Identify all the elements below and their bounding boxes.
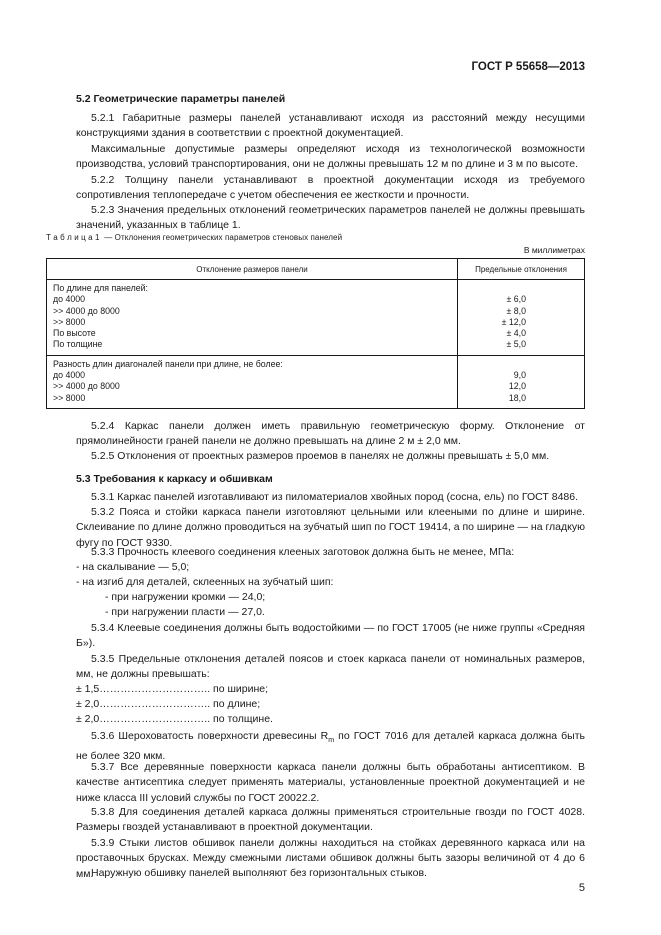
row-label: >> 8000 — [53, 316, 86, 327]
paragraph-5-2-1: 5.2.1 Габаритные размеры панелей устанавливают исходя из расстояний между несущими конструкциями здания в соответствии с проектной документацией. — [76, 112, 585, 140]
table-cell-deviation — [47, 280, 458, 356]
tolerance-width — [76, 682, 268, 697]
tolerance-dots: ………………………….. — [99, 713, 214, 725]
paragraph-outer-sheathing: Наружную обшивку панелей выполняют без горизонтальных стыков. — [91, 867, 427, 879]
list-item-bending: - на изгиб для деталей, склеенных на зубчатый шип: — [76, 576, 334, 588]
paragraph-5-3-7: 5.3.7 Все деревянные поверхности каркаса панели должны быть обработаны антисептиком. В качестве антисептика следует применять материалы, установленные проектной документацией и не ниже класса III условий службы по ГОСТ 20022.2. — [76, 761, 585, 804]
tolerance-label: по длине; — [213, 698, 261, 710]
row-value: 18,0 — [508, 392, 526, 403]
paragraph-5-3-2: 5.3.2 Пояса и стойки каркаса панели изготовляют цельными или клееными по длине и ширине. Склеивание по длине должно проводиться на зубчатый шип по ГОСТ 19414, а по ширине — на гладкую фугу по ГОСТ 9330. — [76, 506, 585, 549]
paragraph-max-sizes: Максимальные допустимые размеры определяют исходя из технологической возможности производства, условий транспортирования, они не должны превышать 12 м по длине и 3 м по высоте. — [76, 143, 585, 171]
table-caption-label: Т а б л и ц а 1 — [46, 233, 100, 242]
paragraph-5-3-8: 5.3.8 Для соединения деталей каркаса должны применяться строительные гвозди по ГОСТ 4028. Размеры гвоздей устанавливают в проектной документации. — [76, 806, 585, 834]
row-value: ± 4,0 — [506, 328, 526, 339]
paragraph-5-2-2: 5.2.2 Толщину панели устанавливают в проектной документации исходя из требуемого сопротивления теплопередаче с учетом обеспечения ее жесткости и прочности. — [76, 174, 585, 202]
table-header-row — [47, 259, 585, 280]
paragraph-5-3-1: 5.3.1 Каркас панелей изготавливают из пиломатериалов хвойных пород (сосна, ель) по ГОСТ 8486. — [91, 491, 579, 503]
table-cell-limit — [458, 355, 585, 408]
row-label: Разность длин диагоналей панели при длине, не более: — [53, 358, 283, 369]
row-label: >> 4000 до 8000 — [53, 305, 120, 316]
table-cell-limit — [458, 280, 585, 356]
tolerance-thickness — [76, 712, 273, 727]
row-value: ± 12,0 — [501, 316, 526, 327]
table-row — [47, 280, 585, 356]
paragraph-5-3-6 — [76, 729, 585, 764]
paragraph-5-2-5: 5.2.5 Отклонения от проектных размеров проемов в панелях не должны превышать ± 5,0 мм. — [91, 450, 550, 462]
tolerance-length — [76, 697, 260, 712]
standard-number: ГОСТ Р 55658—2013 — [471, 61, 585, 73]
row-value: ± 6,0 — [506, 294, 526, 305]
row-value — [464, 283, 526, 294]
paragraph-5-3-9: 5.3.9 Стыки листов обшивок панели должны находиться на стойках деревянного каркаса или на проставочных брусках. Между смежными листами обшивок должны быть зазоры величиной от 4 до 6 мм. — [76, 837, 585, 880]
paragraph-5-3-4: 5.3.4 Клеевые соединения должны быть водостойкими — по ГОСТ 17005 (не ниже группы «Средняя Б»). — [76, 622, 585, 650]
tolerance-dots: ………………………….. — [99, 683, 214, 695]
table-unit: В миллиметрах — [523, 245, 585, 255]
list-item-face-load: - при нагружении пласти — 27,0. — [105, 606, 265, 618]
row-value: ± 5,0 — [506, 339, 526, 350]
roughness-text: 5.3.6 Шероховатость поверхности древесины R — [91, 730, 329, 742]
tolerance-label: по толщине. — [213, 713, 273, 725]
roughness-text-rest: по ГОСТ 7016 для деталей каркаса должна быть не более 320 мкм. — [76, 730, 585, 762]
column-header-limit: Предельные отклонения — [458, 259, 585, 280]
row-label: до 4000 — [53, 370, 86, 381]
column-header-deviation: Отклонение размеров панели — [47, 259, 458, 280]
paragraph-5-3-5: 5.3.5 Предельные отклонения деталей поясов и стоек каркаса панели от номинальных размеров, мм, не должны превышать: — [76, 653, 585, 681]
roughness-subscript: m — [328, 737, 335, 745]
paragraph-5-2-4: 5.2.4 Каркас панели должен иметь правильную геометрическую форму. Отклонение от прямолинейности граней панели не должно превышать на длине 2 м ± 2,0 мм. — [76, 420, 585, 448]
list-item-shear: - на скалывание — 5,0; — [76, 561, 190, 573]
page-number: 5 — [578, 882, 585, 894]
tolerance-label: по ширине; — [213, 683, 269, 695]
row-value: ± 8,0 — [506, 305, 526, 316]
row-value — [464, 359, 526, 370]
table-caption — [46, 233, 342, 242]
paragraph-5-2-3: 5.2.3 Значения предельных отклонений геометрических параметров панелей не должны превышать значений, указанных в таблице 1. — [76, 204, 585, 232]
row-label: >> 4000 до 8000 — [53, 381, 120, 392]
row-label: По толщине — [53, 339, 103, 350]
tolerance-value: ± 1,5 — [76, 683, 100, 695]
list-item-edge-load: - при нагружении кромки — 24,0; — [105, 591, 266, 603]
row-label: до 4000 — [53, 294, 86, 305]
paragraph-5-3-3: 5.3.3 Прочность клеевого соединения клееных заготовок должна быть не менее, МПа: — [91, 546, 515, 558]
table-caption-text: — Отклонения геометрических параметров стеновых панелей — [104, 233, 343, 242]
table-cell-deviation — [47, 355, 458, 408]
row-label: По высоте — [53, 328, 96, 339]
deviation-table — [46, 258, 585, 409]
tolerance-value: ± 2,0 — [76, 698, 100, 710]
tolerance-dots: ………………………….. — [99, 698, 214, 710]
table-row — [47, 355, 585, 408]
tolerance-value: ± 2,0 — [76, 713, 100, 725]
row-label: По длине для панелей: — [53, 283, 149, 293]
row-label: >> 8000 — [53, 392, 86, 403]
section-5-3-heading: 5.3 Требования к каркасу и обшивкам — [76, 473, 273, 485]
section-5-2-heading: 5.2 Геометрические параметры панелей — [76, 93, 286, 105]
row-value: 12,0 — [508, 381, 526, 392]
row-value: 9,0 — [513, 370, 526, 381]
